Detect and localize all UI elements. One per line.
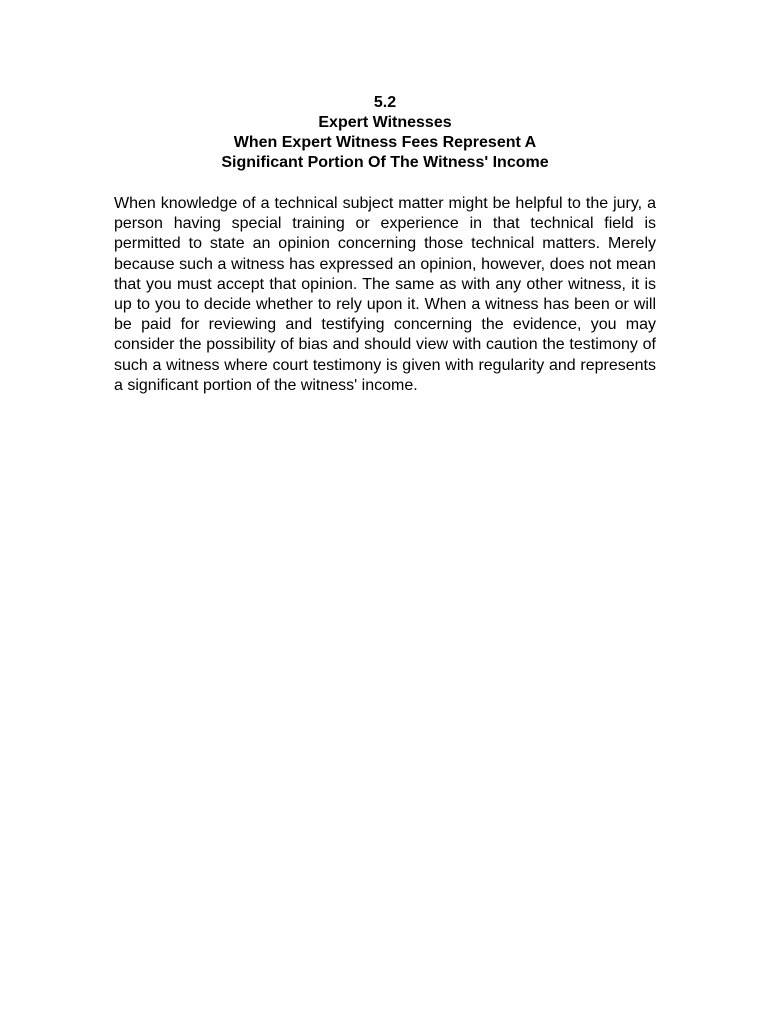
section-title: Expert Witnesses bbox=[318, 114, 452, 131]
instruction-body: When knowledge of a technical subject matter might be helpful to the jury, a person having special training or experience in that technical field is permitted to state an opinion concerning those technical matters. Merely because such a witness has expressed an opinion, however, does not mean that you must accept that opinion. The same as with any other witness, it is up to you to decide whether to rely upon it. When a witness has been or will be paid for reviewing and testifying concerning the evidence, you may consider the possibility of bias and should view with caution the testimony of such a witness where court testimony is given with regularity and represents a significant portion of the witness' income. bbox=[114, 195, 656, 394]
section-subtitle-line-2: Significant Portion Of The Witness' Income bbox=[221, 154, 549, 171]
instruction-heading bbox=[114, 93, 656, 173]
section-subtitle-line-1: When Expert Witness Fees Represent A bbox=[233, 134, 537, 151]
section-number: 5.2 bbox=[373, 94, 397, 111]
